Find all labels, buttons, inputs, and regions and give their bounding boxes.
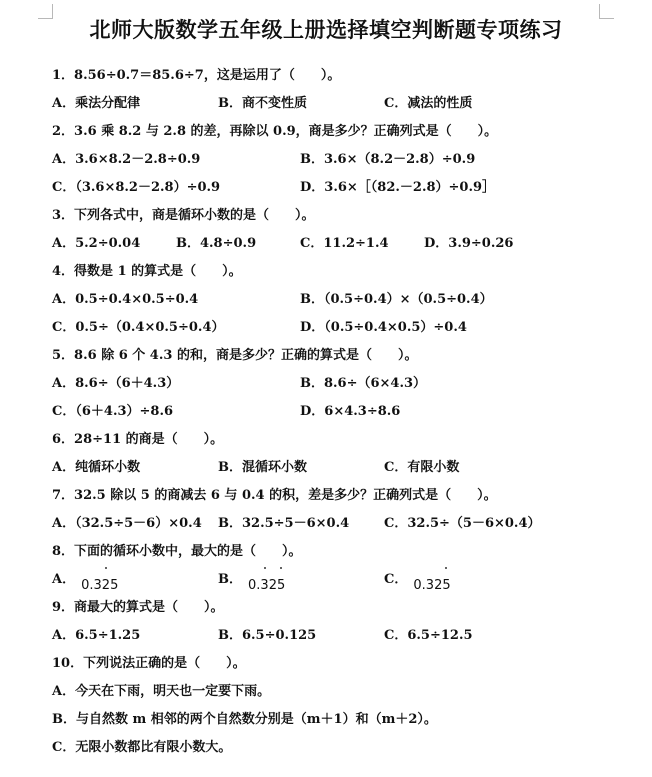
- question-stem: 2．3.6 乘 8.2 与 2.8 的差，再除以 0.9，商是多少？正确列式是（ ）。: [52, 124, 498, 139]
- question-stem: 10．下列说法正确的是（ ）。: [52, 656, 246, 671]
- answer-option: B．4.8÷0.9: [176, 236, 257, 251]
- repeating-decimal: 0.32 5: [81, 578, 118, 593]
- option-row: [52, 510, 632, 538]
- question-stem: 7．32.5 除以 5 的商减去 6 与 0.4 的积，差是多少？正确列式是（ ）。: [52, 488, 497, 503]
- answer-option: C．11.2÷1.4: [300, 236, 389, 251]
- answer-option: C． 0.325: [384, 566, 451, 594]
- question-list: [52, 62, 632, 762]
- answer-option: C．（3.6×8.2－2.8）÷0.9: [52, 180, 221, 195]
- answer-option: A． 0.32 5: [52, 566, 118, 594]
- answer-option: A．3.6×8.2－2.8÷0.9: [52, 152, 201, 167]
- answer-option: B．6.5÷0.125: [218, 628, 317, 643]
- answer-option: C．（6＋4.3）÷8.6: [52, 404, 174, 419]
- answer-option: B．3.6×（8.2－2.8）÷0.9: [300, 152, 476, 167]
- repeating-decimal: 0.325: [413, 578, 450, 593]
- question-stem: B．与自然数 m 相邻的两个自然数分别是（m＋1）和（m＋2）。: [52, 712, 437, 727]
- answer-option: B．8.6÷（6×4.3）: [300, 376, 427, 391]
- answer-option: A．8.6÷（6＋4.3）: [52, 376, 180, 391]
- repeat-dot-icon: [105, 567, 107, 569]
- option-row: [52, 286, 632, 314]
- answer-option: B．商不变性质: [218, 96, 307, 111]
- answer-option: A．5.2÷0.04: [52, 236, 141, 251]
- question-stem: C．无限小数都比有限小数大。: [52, 740, 232, 755]
- answer-option: C．32.5÷（5－6×0.4）: [384, 516, 541, 531]
- question-stem: 4．得数是 1 的算式是（ ）。: [52, 264, 242, 279]
- answer-option: D．（0.5÷0.4×0.5）÷0.4: [300, 320, 467, 335]
- repeat-dot-icon: [264, 567, 266, 569]
- answer-option: D．3.9÷0.26: [424, 236, 514, 251]
- question-stem: 1．8.56÷0.7＝85.6÷7，这是运用了（ ）。: [52, 68, 341, 83]
- answer-option: C．减法的性质: [384, 96, 473, 111]
- page-title: 北师大版数学五年级上册选择填空判断题专项练习: [89, 17, 563, 42]
- answer-option: A．纯循环小数: [52, 460, 141, 475]
- answer-option: A．0.5÷0.4×0.5÷0.4: [52, 292, 199, 307]
- option-row: [52, 174, 632, 202]
- answer-option: B． 0.3 25: [218, 566, 285, 594]
- option-row: [52, 566, 632, 594]
- answer-option: A．（32.5÷5－6）×0.4: [52, 516, 202, 531]
- answer-option: B．混循环小数: [218, 460, 307, 475]
- answer-option: C．0.5÷（0.4×0.5÷0.4）: [52, 320, 225, 335]
- question-stem: 8．下面的循环小数中，最大的是（ ）。: [52, 544, 302, 559]
- repeating-decimal: 0.3 25: [248, 578, 285, 593]
- question-stem: A．今天在下雨，明天也一定要下雨。: [52, 684, 271, 699]
- answer-option: C．6.5÷12.5: [384, 628, 473, 643]
- repeat-dot-icon: [445, 567, 447, 569]
- option-row: [52, 454, 632, 482]
- answer-option: B．32.5÷5－6×0.4: [218, 516, 350, 531]
- option-row: [52, 90, 632, 118]
- answer-option: D．6×4.3÷8.6: [300, 404, 401, 419]
- answer-option: A．6.5÷1.25: [52, 628, 141, 643]
- answer-option: D．3.6×［（82.－2.8）÷0.9］: [300, 180, 496, 195]
- answer-option: A．乘法分配律: [52, 96, 141, 111]
- question-stem: 5．8.6 除 6 个 4.3 的和，商是多少？正确的算式是（ ）。: [52, 348, 418, 363]
- repeat-dot-icon: [280, 567, 282, 569]
- answer-option: C．有限小数: [384, 460, 460, 475]
- answer-option: B．（0.5÷0.4）×（0.5÷0.4）: [300, 292, 493, 307]
- option-row: [52, 370, 632, 398]
- option-row: [52, 146, 632, 174]
- option-row: [52, 398, 632, 426]
- option-row: [52, 314, 632, 342]
- question-stem: 6．28÷11 的商是（ ）。: [52, 432, 224, 447]
- option-row: [52, 622, 632, 650]
- question-stem: 9．商最大的算式是（ ）。: [52, 600, 224, 615]
- option-row: [52, 230, 632, 258]
- question-stem: 3．下列各式中，商是循环小数的是（ ）。: [52, 208, 315, 223]
